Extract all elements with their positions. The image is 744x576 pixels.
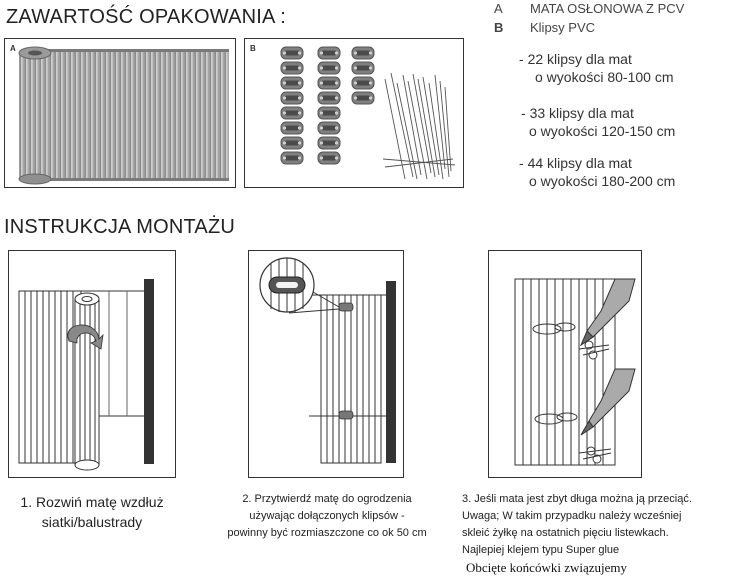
step1-panel (8, 250, 176, 478)
step3-line4: Najlepiej klejem typu Super glue (462, 544, 620, 556)
panel-b-clips (244, 38, 464, 188)
step2-panel (248, 250, 404, 478)
clip-count-2-line2: o wyokości 120-150 cm (529, 123, 676, 139)
legend-letter-b: B (494, 20, 504, 35)
step3-line3: skleić żyłkę na ostatnich pięciu listewkach. (462, 527, 669, 539)
legend-text-b: Klipsy PVC (530, 20, 596, 35)
rolled-mat-illustration (11, 45, 233, 185)
attach-clips-illustration (249, 251, 403, 477)
panel-a-tag: A (10, 44, 16, 53)
step3-line5: Obcięte końcówki związujemy (466, 560, 627, 575)
step1-line1: 1. Rozwiń matę wzdłuż (20, 494, 164, 510)
step3-line2: Uwaga; W takim przypadku należy wcześniej (462, 510, 682, 522)
clip-count-2: - 33 klipsy dla mat o wyokości 120-150 cm (521, 105, 676, 139)
step2-caption (196, 491, 458, 542)
step3-caption (462, 491, 742, 576)
step3-panel (488, 250, 642, 478)
legend-letter-a: A (494, 1, 503, 16)
step2-line2: używając dołączonych klipsów - (249, 510, 405, 522)
clip-count-3-line2: o wyokości 180-200 cm (529, 173, 676, 189)
clip-count-3-line1: 44 klipsy dla mat (527, 155, 632, 171)
cut-and-glue-illustration (489, 251, 641, 477)
panel-b-tag: B (250, 44, 256, 53)
clip-count-1-line2: o wyokości 80-100 cm (535, 69, 674, 85)
clip-count-1: - 22 klipsy dla mat o wyokości 80-100 cm (519, 51, 674, 85)
step1-line2: siatki/balustrady (41, 514, 143, 530)
clip-count-1-line1: 22 klipsy dla mat (527, 51, 632, 67)
clip-count-2-line1: 33 klipsy dla mat (529, 105, 634, 121)
step2-line3: powinny być rozmiaszczone co ok 50 cm (227, 527, 427, 539)
clips-illustration (245, 39, 463, 187)
legend-text-a: MATA OSŁONOWA Z PCV (530, 1, 685, 16)
panel-a-mat (4, 38, 236, 188)
clip-count-3: - 44 klipsy dla mat o wyokości 180-200 cm (519, 155, 676, 189)
contents-title: ZAWARTOŚĆ OPAKOWANIA : (6, 6, 286, 28)
step2-line1: 2. Przytwierdź matę do ogrodzenia (242, 493, 412, 505)
step3-line1: 3. Jeśli mata jest zbyt długa można ją przeciąć. (462, 493, 692, 505)
unroll-mat-illustration (9, 251, 175, 477)
instructions-title: INSTRUKCJA MONTAŻU (4, 216, 236, 238)
step1-caption (2, 492, 182, 532)
